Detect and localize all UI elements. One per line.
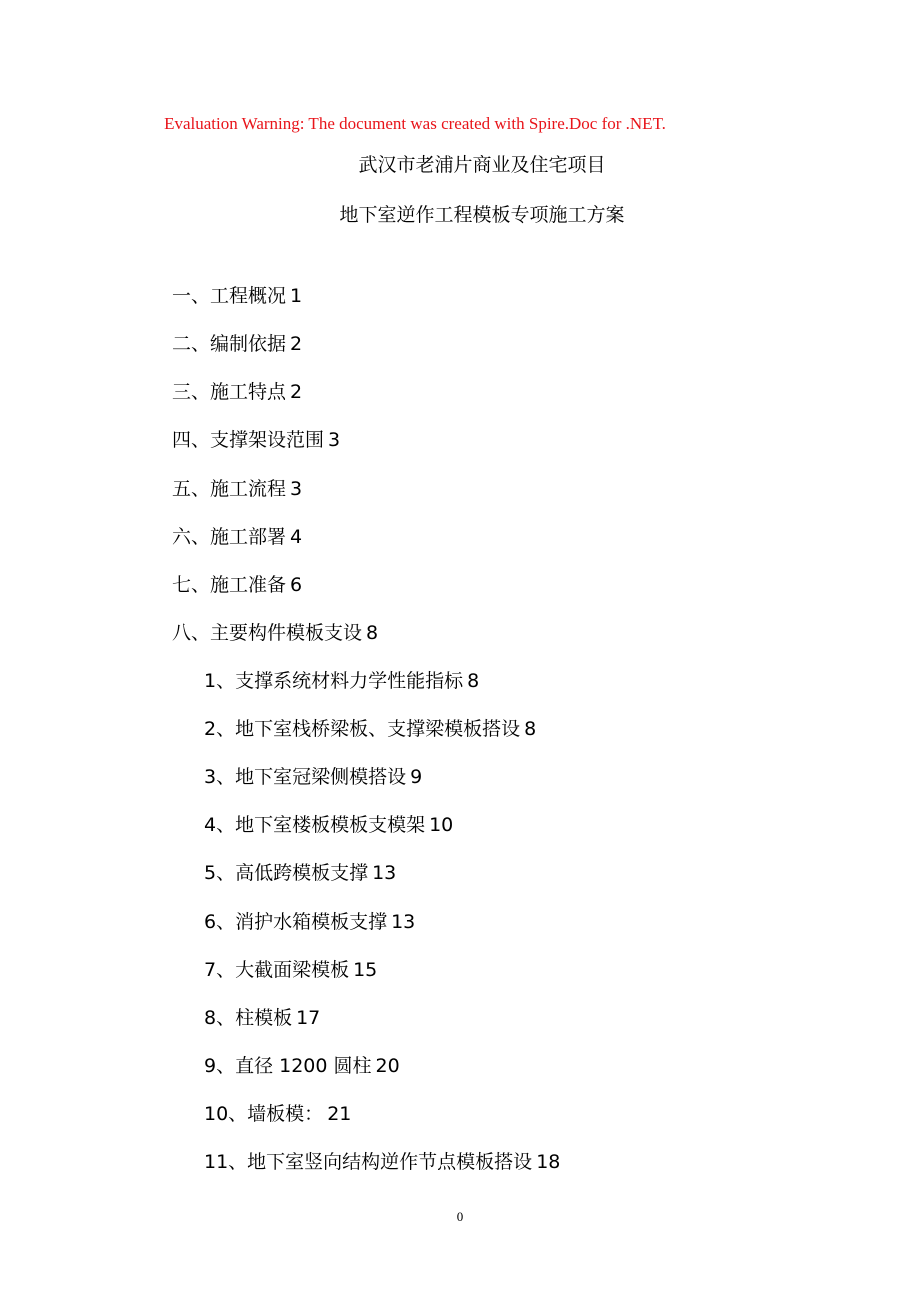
toc-entry-label: 3、地下室冠梁侧模搭设 bbox=[204, 766, 407, 788]
toc-entry-label: 4、地下室楼板模板支模架 bbox=[204, 814, 426, 836]
toc-entry[interactable] bbox=[172, 380, 302, 404]
toc-entry[interactable] bbox=[172, 284, 302, 308]
toc-entry-label: 一、工程概况 bbox=[172, 285, 287, 307]
toc-entry-label: 5、高低跨模板支撑 bbox=[204, 862, 369, 884]
toc-entry-page: 9 bbox=[410, 766, 423, 788]
toc-entry-label: 五、施工流程 bbox=[172, 478, 287, 500]
toc-entry-page: 8 bbox=[524, 718, 537, 740]
evaluation-warning: Evaluation Warning: The document was created with Spire.Doc for .NET. bbox=[164, 114, 666, 133]
toc-entry-page: 21 bbox=[327, 1103, 352, 1125]
toc-entry-label: 二、编制依据 bbox=[172, 333, 287, 355]
toc-entry[interactable] bbox=[172, 428, 340, 452]
toc-entry-label: 6、消护水箱模板支撑 bbox=[204, 911, 388, 933]
document-title-line-2: 地下室逆作工程模板专项施工方案 bbox=[339, 204, 625, 226]
toc-entry[interactable] bbox=[172, 525, 302, 549]
toc-subentry[interactable] bbox=[204, 717, 536, 741]
toc-subentry[interactable] bbox=[204, 813, 453, 837]
toc-entry-page: 3 bbox=[328, 429, 341, 451]
toc-entry[interactable] bbox=[172, 621, 378, 645]
toc-subentry[interactable] bbox=[204, 910, 415, 934]
toc-entry-page: 10 bbox=[429, 814, 454, 836]
toc-subentry[interactable] bbox=[204, 861, 396, 885]
toc-entry-page: 6 bbox=[290, 574, 303, 596]
toc-entry-label: 四、支撑架设范围 bbox=[172, 429, 325, 451]
toc-entry-label: 七、施工准备 bbox=[172, 574, 287, 596]
toc-entry-page: 8 bbox=[467, 670, 480, 692]
toc-entry-label: 1、支撑系统材料力学性能指标 bbox=[204, 670, 464, 692]
toc-entry-page: 15 bbox=[353, 959, 378, 981]
toc-entry-label: 2、地下室栈桥梁板、支撑梁模板搭设 bbox=[204, 718, 521, 740]
toc-subentry[interactable] bbox=[204, 1102, 351, 1126]
toc-entry-page: 3 bbox=[290, 478, 303, 500]
toc-entry-page: 13 bbox=[372, 862, 397, 884]
toc-subentry[interactable] bbox=[204, 1006, 320, 1030]
toc-entry-page: 17 bbox=[296, 1007, 321, 1029]
toc-entry[interactable] bbox=[172, 573, 302, 597]
toc-subentry[interactable] bbox=[204, 1150, 560, 1174]
toc-entry[interactable] bbox=[172, 477, 302, 501]
toc-entry-label: 10、墙板模： bbox=[204, 1103, 324, 1125]
document-title-line-1: 武汉市老浦片商业及住宅项目 bbox=[358, 154, 606, 176]
page-number: 0 bbox=[456, 1209, 464, 1224]
toc-entry-page: 18 bbox=[536, 1151, 561, 1173]
toc-entry-page: 1 bbox=[290, 285, 303, 307]
toc-entry-label: 9、直径 1200 圆柱 bbox=[204, 1055, 372, 1077]
toc-entry-label: 7、大截面梁模板 bbox=[204, 959, 350, 981]
toc-entry-page: 2 bbox=[290, 381, 303, 403]
toc-entry[interactable] bbox=[172, 332, 302, 356]
toc-entry-label: 8、柱模板 bbox=[204, 1007, 293, 1029]
toc-subentry[interactable] bbox=[204, 765, 422, 789]
toc-subentry[interactable] bbox=[204, 669, 479, 693]
toc-subentry[interactable] bbox=[204, 1054, 400, 1078]
toc-subentry[interactable] bbox=[204, 958, 377, 982]
toc-entry-label: 11、地下室竖向结构逆作节点模板搭设 bbox=[204, 1151, 533, 1173]
toc-entry-label: 六、施工部署 bbox=[172, 526, 287, 548]
toc-entry-page: 2 bbox=[290, 333, 303, 355]
toc-entry-page: 20 bbox=[375, 1055, 400, 1077]
toc-entry-label: 三、施工特点 bbox=[172, 381, 287, 403]
toc-entry-label: 八、主要构件模板支设 bbox=[172, 622, 363, 644]
toc-entry-page: 4 bbox=[290, 526, 303, 548]
toc-entry-page: 8 bbox=[366, 622, 379, 644]
toc-entry-page: 13 bbox=[391, 911, 416, 933]
